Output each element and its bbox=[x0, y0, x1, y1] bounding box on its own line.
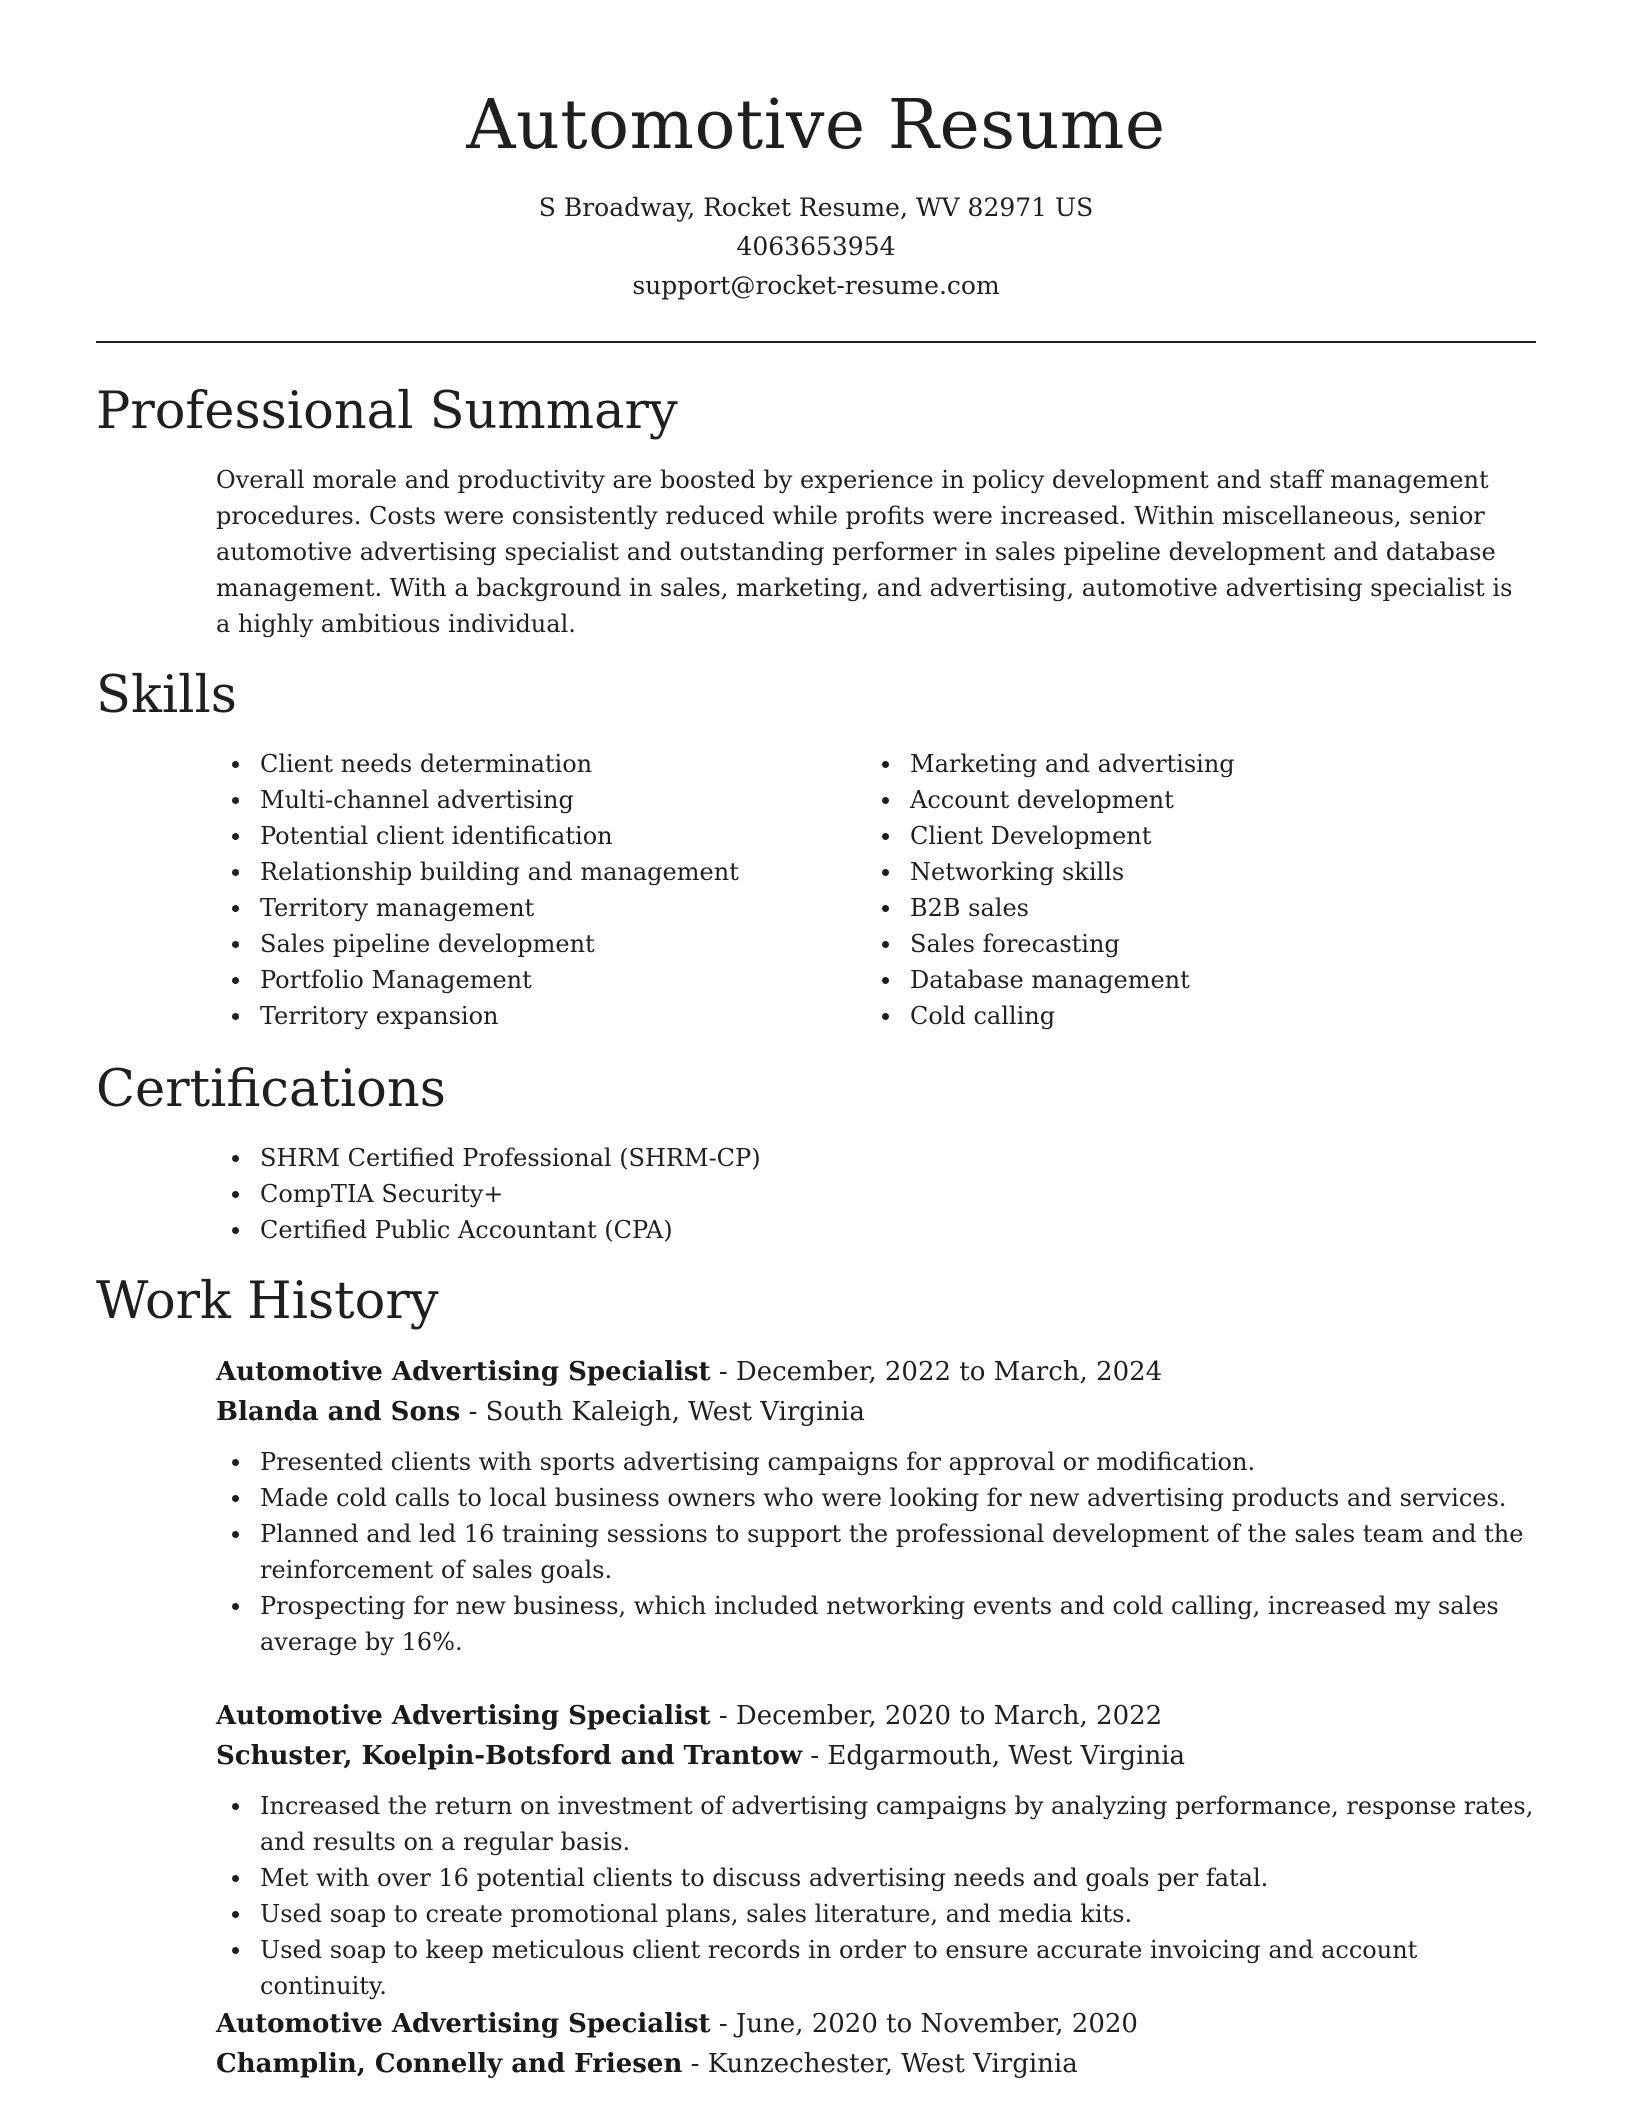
job-bullet: Met with over 16 potential clients to discuss advertising needs and goals per fatal. bbox=[216, 1860, 1536, 1896]
job-separator: - bbox=[468, 1397, 486, 1427]
certifications-heading: Certifications bbox=[96, 1060, 446, 1119]
skill-item: Territory expansion bbox=[216, 998, 816, 1034]
skill-item: Client Development bbox=[866, 818, 1466, 854]
job-location: Kunzechester, West Virginia bbox=[707, 2049, 1078, 2079]
skill-item: Networking skills bbox=[866, 854, 1466, 890]
certification-item: SHRM Certified Professional (SHRM-CP) bbox=[216, 1140, 1516, 1176]
skill-item: Database management bbox=[866, 962, 1466, 998]
skill-item: Relationship building and management bbox=[216, 854, 816, 890]
certifications-list bbox=[216, 1140, 1516, 1248]
resume-name: Automotive Resume bbox=[466, 86, 1166, 165]
job-separator: - bbox=[690, 2049, 708, 2079]
skill-item: Sales forecasting bbox=[866, 926, 1466, 962]
certification-item: CompTIA Security+ bbox=[216, 1176, 1516, 1212]
contact-email: support@rocket-resume.com bbox=[632, 271, 1000, 300]
job-company: Blanda and Sons bbox=[216, 1397, 461, 1427]
skills-list-left bbox=[216, 746, 816, 1034]
job-title-line bbox=[216, 1352, 1536, 1392]
job-company: Schuster, Koelpin-Botsford and Trantow bbox=[216, 1741, 803, 1771]
job-separator: - bbox=[810, 1741, 828, 1771]
job-role: Automotive Advertising Specialist bbox=[216, 1701, 711, 1731]
job-entry bbox=[216, 1352, 1536, 1660]
job-separator: - bbox=[718, 2009, 736, 2039]
skill-item: Marketing and advertising bbox=[866, 746, 1466, 782]
job-bullet: Prospecting for new business, which included networking events and cold calling, increased my sales average by 16%. bbox=[216, 1588, 1536, 1660]
skill-item: B2B sales bbox=[866, 890, 1466, 926]
job-bullets bbox=[216, 1788, 1536, 2004]
skill-item: Potential client identification bbox=[216, 818, 816, 854]
job-role: Automotive Advertising Specialist bbox=[216, 2009, 711, 2039]
job-company-line bbox=[216, 1736, 1536, 1776]
contact-address: S Broadway, Rocket Resume, WV 82971 US bbox=[538, 193, 1094, 222]
job-separator: - bbox=[718, 1701, 736, 1731]
job-dates: December, 2022 to March, 2024 bbox=[735, 1357, 1163, 1387]
job-dates: December, 2020 to March, 2022 bbox=[735, 1701, 1163, 1731]
certification-item: Certified Public Accountant (CPA) bbox=[216, 1212, 1516, 1248]
skill-item: Territory management bbox=[216, 890, 816, 926]
job-location: Edgarmouth, West Virginia bbox=[827, 1741, 1186, 1771]
skills-list-right bbox=[866, 746, 1466, 1034]
job-entry bbox=[216, 1696, 1536, 2004]
job-company-line bbox=[216, 1392, 1536, 1432]
job-entry bbox=[216, 2004, 1536, 2084]
contact-block bbox=[0, 188, 1632, 305]
skill-item: Portfolio Management bbox=[216, 962, 816, 998]
skill-item: Account development bbox=[866, 782, 1466, 818]
header-divider bbox=[96, 341, 1536, 343]
skill-item: Client needs determination bbox=[216, 746, 816, 782]
job-bullet: Increased the return on investment of advertising campaigns by analyzing performance, response rates, and results on a regular basis. bbox=[216, 1788, 1536, 1860]
job-company: Champlin, Connelly and Friesen bbox=[216, 2049, 683, 2079]
job-bullet-list bbox=[216, 1444, 1536, 1660]
summary-heading: Professional Summary bbox=[96, 382, 678, 441]
job-company-line bbox=[216, 2044, 1536, 2084]
job-bullet: Used soap to create promotional plans, sales literature, and media kits. bbox=[216, 1896, 1536, 1932]
skill-item: Cold calling bbox=[866, 998, 1466, 1034]
skill-item: Sales pipeline development bbox=[216, 926, 816, 962]
job-title-line bbox=[216, 1696, 1536, 1736]
summary-text: Overall morale and productivity are boosted by experience in policy development and staff management procedures. Costs were consistently reduced while profits were increased. Within miscellaneous, senior automotive advertising specialist and outstanding performer in sales pipeline development and database management. With a background in sales, marketing, and advertising, automotive advertising specialist is a highly ambitious individual. bbox=[216, 466, 1513, 638]
job-dates: June, 2020 to November, 2020 bbox=[735, 2009, 1138, 2039]
job-separator: - bbox=[718, 1357, 736, 1387]
job-bullets bbox=[216, 1444, 1536, 1660]
job-bullet: Presented clients with sports advertising campaigns for approval or modification. bbox=[216, 1444, 1536, 1480]
job-location: South Kaleigh, West Virginia bbox=[485, 1397, 865, 1427]
skills-column-left bbox=[216, 746, 816, 1034]
skills-heading: Skills bbox=[96, 666, 237, 725]
job-role: Automotive Advertising Specialist bbox=[216, 1357, 711, 1387]
job-bullet: Planned and led 16 training sessions to support the professional development of the sales team and the reinforcement of sales goals. bbox=[216, 1516, 1536, 1588]
job-title-line bbox=[216, 2004, 1536, 2044]
job-bullet: Made cold calls to local business owners who were looking for new advertising products and services. bbox=[216, 1480, 1536, 1516]
skill-item: Multi-channel advertising bbox=[216, 782, 816, 818]
certifications-block bbox=[216, 1140, 1516, 1248]
resume-header bbox=[0, 80, 1632, 305]
contact-phone: 4063653954 bbox=[736, 232, 896, 261]
work-history-heading: Work History bbox=[96, 1272, 439, 1331]
job-bullet-list bbox=[216, 1788, 1536, 2004]
skills-column-right bbox=[866, 746, 1466, 1034]
job-bullet: Used soap to keep meticulous client records in order to ensure accurate invoicing and account continuity. bbox=[216, 1932, 1536, 2004]
